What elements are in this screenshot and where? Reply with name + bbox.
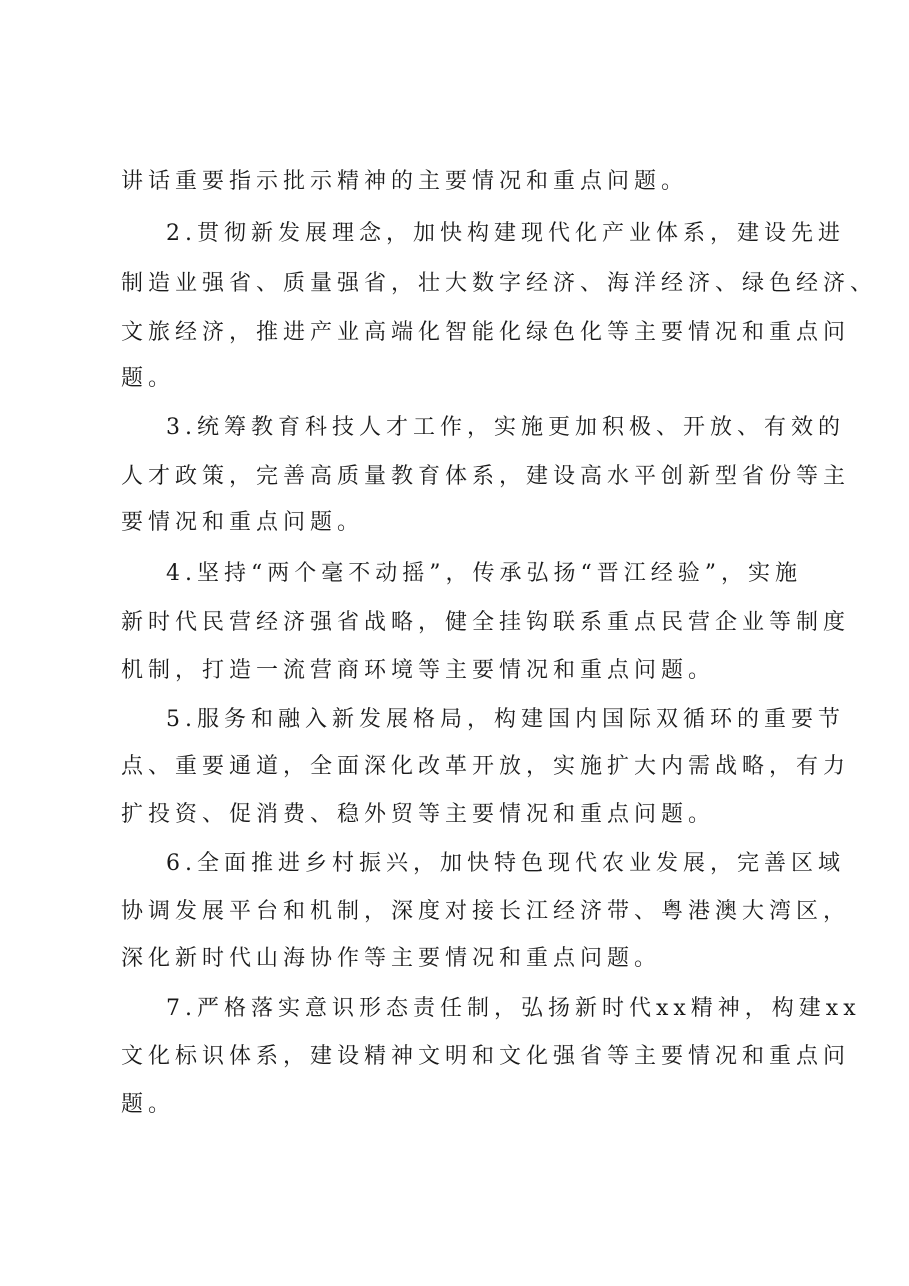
text-line: 深化新时代山海协作等主要情况和重点问题。: [121, 946, 662, 971]
text-line: 新时代民营经济强省战略，健全挂钩联系重点民营企业等制度: [121, 610, 851, 635]
text-line: 3.统筹教育科技人才工作，实施更加积极、开放、有效的: [166, 415, 845, 440]
text-line: 机制，打造一流营商环境等主要情况和重点问题。: [121, 658, 716, 683]
text-line: 5.服务和融入新发展格局，构建国内国际双循环的重要节: [166, 707, 845, 732]
text-line: 题。: [121, 366, 176, 391]
text-line: 文旅经济，推进产业高端化智能化绿色化等主要情况和重点问: [121, 320, 851, 345]
text-line: 协调发展平台和机制，深度对接长江经济带、粤港澳大湾区，: [121, 899, 851, 924]
text-line: 讲话重要指示批示精神的主要情况和重点问题。: [121, 169, 689, 194]
text-line: 人才政策，完善高质量教育体系，建设高水平创新型省份等主: [121, 464, 851, 489]
text-line: 6.全面推进乡村振兴，加快特色现代农业发展，完善区域: [166, 851, 845, 876]
text-line: 要情况和重点问题。: [121, 510, 365, 535]
text-line: 2.贯彻新发展理念，加快构建现代化产业体系，建设先进: [166, 221, 845, 246]
text-line: 文化标识体系，建设精神文明和文化强省等主要情况和重点问: [121, 1044, 851, 1069]
text-line: 7.严格落实意识形态责任制，弘扬新时代xx精神，构建xx: [166, 996, 861, 1021]
text-line: 扩投资、促消费、稳外贸等主要情况和重点问题。: [121, 802, 716, 827]
text-line: 制造业强省、质量强省，壮大数字经济、海洋经济、绿色经济、: [121, 271, 878, 296]
text-line: 题。: [121, 1092, 176, 1117]
text-line: 4.坚持“两个毫不动摇”，传承弘扬“晋江经验”，实施: [166, 561, 802, 586]
text-line: 点、重要通道，全面深化改革开放，实施扩大内需战略，有力: [121, 754, 851, 779]
